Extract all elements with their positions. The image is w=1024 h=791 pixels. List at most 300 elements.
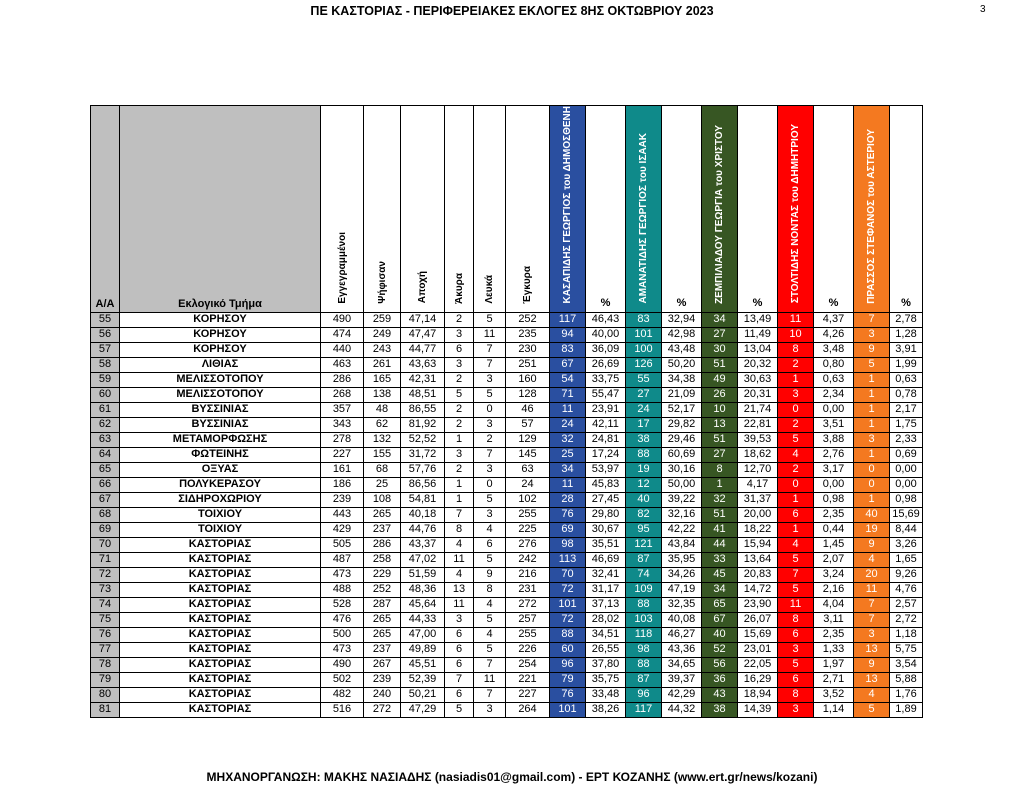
row-eggegrammenoi: 161 <box>321 462 364 477</box>
row-candidate-2-pct: 42,29 <box>662 687 702 702</box>
row-lefka: 8 <box>474 582 506 597</box>
row-lefka: 7 <box>474 357 506 372</box>
row-candidate-5-votes: 3 <box>854 627 890 642</box>
header-pct-4: % <box>814 106 854 313</box>
row-candidate-5-pct: 2,78 <box>890 312 923 327</box>
row-apoxi: 47,02 <box>401 552 445 567</box>
row-candidate-3-pct: 18,22 <box>738 522 778 537</box>
row-candidate-4-votes: 3 <box>778 642 814 657</box>
row-tmima: ΚΑΣΤΟΡΙΑΣ <box>120 582 321 597</box>
row-candidate-1-votes: 96 <box>550 657 586 672</box>
row-candidate-5-pct: 0,63 <box>890 372 923 387</box>
row-candidate-4-votes: 5 <box>778 552 814 567</box>
row-candidate-2-pct: 52,17 <box>662 402 702 417</box>
row-candidate-2-votes: 40 <box>626 492 662 507</box>
row-tmima: ΤΟΙΧΙΟΥ <box>120 522 321 537</box>
row-candidate-2-pct: 47,19 <box>662 582 702 597</box>
row-candidate-3-votes: 44 <box>702 537 738 552</box>
row-akyra: 4 <box>445 567 474 582</box>
row-candidate-5-votes: 1 <box>854 492 890 507</box>
row-candidate-2-votes: 103 <box>626 612 662 627</box>
row-tmima: ΠΟΛΥΚΕΡΑΣΟΥ <box>120 477 321 492</box>
row-egkyra: 129 <box>506 432 550 447</box>
row-candidate-2-votes: 100 <box>626 342 662 357</box>
row-candidate-1-pct: 30,67 <box>586 522 626 537</box>
row-candidate-1-votes: 88 <box>550 627 586 642</box>
row-apoxi: 44,77 <box>401 342 445 357</box>
row-candidate-5-votes: 5 <box>854 357 890 372</box>
row-candidate-1-votes: 113 <box>550 552 586 567</box>
row-candidate-2-votes: 82 <box>626 507 662 522</box>
row-tmima: ΚΑΣΤΟΡΙΑΣ <box>120 642 321 657</box>
row-aa: 69 <box>91 522 120 537</box>
row-candidate-2-pct: 42,22 <box>662 522 702 537</box>
row-apoxi: 43,63 <box>401 357 445 372</box>
row-apoxi: 47,00 <box>401 627 445 642</box>
row-candidate-1-pct: 40,00 <box>586 327 626 342</box>
table-row <box>91 612 923 627</box>
row-egkyra: 46 <box>506 402 550 417</box>
row-candidate-1-votes: 98 <box>550 537 586 552</box>
table-row <box>91 642 923 657</box>
row-akyra: 1 <box>445 492 474 507</box>
row-candidate-1-pct: 34,51 <box>586 627 626 642</box>
row-candidate-4-votes: 4 <box>778 447 814 462</box>
table-row <box>91 342 923 357</box>
row-candidate-1-pct: 26,55 <box>586 642 626 657</box>
header-akyra: Άκυρα <box>445 106 474 313</box>
row-candidate-4-votes: 7 <box>778 567 814 582</box>
row-akyra: 5 <box>445 387 474 402</box>
row-candidate-2-votes: 118 <box>626 627 662 642</box>
table-row <box>91 597 923 612</box>
header-candidate-5: ΠΡΑΣΣΟΣ ΣΤΕΦΑΝΟΣ του ΑΣΤΕΡΙΟΥ <box>854 106 890 313</box>
row-tmima: ΜΕΤΑΜΟΡΦΩΣΗΣ <box>120 432 321 447</box>
row-candidate-2-pct: 42,98 <box>662 327 702 342</box>
row-candidate-4-pct: 3,51 <box>814 417 854 432</box>
row-candidate-4-pct: 3,17 <box>814 462 854 477</box>
row-candidate-3-votes: 45 <box>702 567 738 582</box>
row-candidate-2-pct: 34,26 <box>662 567 702 582</box>
row-candidate-1-pct: 29,80 <box>586 507 626 522</box>
row-candidate-5-pct: 1,76 <box>890 687 923 702</box>
row-eggegrammenoi: 278 <box>321 432 364 447</box>
row-tmima: ΚΑΣΤΟΡΙΑΣ <box>120 702 321 717</box>
row-akyra: 6 <box>445 342 474 357</box>
row-eggegrammenoi: 500 <box>321 627 364 642</box>
header-candidate-3: ΖΕΜΠΙΛΙΑΔΟΥ ΓΕΩΡΓΙΑ του ΧΡΙΣΤΟΥ <box>702 106 738 313</box>
row-candidate-5-votes: 1 <box>854 402 890 417</box>
row-candidate-2-pct: 50,00 <box>662 477 702 492</box>
row-candidate-2-votes: 121 <box>626 537 662 552</box>
row-candidate-5-pct: 8,44 <box>890 522 923 537</box>
row-candidate-5-votes: 9 <box>854 342 890 357</box>
row-apoxi: 47,14 <box>401 312 445 327</box>
row-akyra: 2 <box>445 402 474 417</box>
row-apoxi: 50,21 <box>401 687 445 702</box>
row-candidate-5-pct: 1,18 <box>890 627 923 642</box>
row-candidate-4-pct: 3,24 <box>814 567 854 582</box>
row-candidate-4-votes: 8 <box>778 612 814 627</box>
row-lefka: 0 <box>474 402 506 417</box>
row-akyra: 2 <box>445 417 474 432</box>
header-pct-1: % <box>586 106 626 313</box>
row-candidate-3-pct: 13,49 <box>738 312 778 327</box>
row-aa: 59 <box>91 372 120 387</box>
row-egkyra: 255 <box>506 507 550 522</box>
row-candidate-3-pct: 15,69 <box>738 627 778 642</box>
row-candidate-5-votes: 7 <box>854 597 890 612</box>
row-aa: 55 <box>91 312 120 327</box>
row-tmima: ΚΑΣΤΟΡΙΑΣ <box>120 627 321 642</box>
row-candidate-1-pct: 35,51 <box>586 537 626 552</box>
row-candidate-4-pct: 2,71 <box>814 672 854 687</box>
table-row <box>91 672 923 687</box>
row-akyra: 8 <box>445 522 474 537</box>
row-candidate-5-votes: 3 <box>854 327 890 342</box>
row-aa: 71 <box>91 552 120 567</box>
row-candidate-4-votes: 6 <box>778 507 814 522</box>
row-egkyra: 216 <box>506 567 550 582</box>
row-lefka: 3 <box>474 372 506 387</box>
row-candidate-1-pct: 42,11 <box>586 417 626 432</box>
table-row <box>91 417 923 432</box>
row-egkyra: 145 <box>506 447 550 462</box>
row-tmima: ΜΕΛΙΣΣΟΤΟΠΟΥ <box>120 387 321 402</box>
row-eggegrammenoi: 440 <box>321 342 364 357</box>
row-candidate-2-pct: 39,37 <box>662 672 702 687</box>
row-candidate-3-votes: 52 <box>702 642 738 657</box>
row-candidate-1-pct: 24,81 <box>586 432 626 447</box>
row-psifisan: 243 <box>364 342 401 357</box>
row-candidate-1-votes: 79 <box>550 672 586 687</box>
row-candidate-1-votes: 24 <box>550 417 586 432</box>
row-candidate-3-votes: 10 <box>702 402 738 417</box>
row-psifisan: 265 <box>364 612 401 627</box>
row-candidate-4-pct: 4,26 <box>814 327 854 342</box>
row-eggegrammenoi: 490 <box>321 657 364 672</box>
row-lefka: 3 <box>474 702 506 717</box>
header-lefka: Λευκά <box>474 106 506 313</box>
row-aa: 65 <box>91 462 120 477</box>
row-eggegrammenoi: 286 <box>321 372 364 387</box>
row-candidate-1-pct: 36,09 <box>586 342 626 357</box>
row-psifisan: 237 <box>364 642 401 657</box>
row-candidate-3-pct: 20,00 <box>738 507 778 522</box>
row-lefka: 4 <box>474 597 506 612</box>
row-apoxi: 86,56 <box>401 477 445 492</box>
row-apoxi: 40,18 <box>401 507 445 522</box>
table-row <box>91 312 923 327</box>
row-eggegrammenoi: 268 <box>321 387 364 402</box>
row-candidate-1-pct: 17,24 <box>586 447 626 462</box>
row-eggegrammenoi: 186 <box>321 477 364 492</box>
row-lefka: 9 <box>474 567 506 582</box>
row-apoxi: 49,89 <box>401 642 445 657</box>
row-candidate-4-pct: 0,00 <box>814 477 854 492</box>
row-candidate-2-pct: 43,48 <box>662 342 702 357</box>
row-candidate-2-votes: 87 <box>626 672 662 687</box>
header-row <box>91 106 923 313</box>
row-candidate-4-pct: 1,14 <box>814 702 854 717</box>
row-candidate-1-votes: 11 <box>550 402 586 417</box>
row-candidate-4-votes: 1 <box>778 372 814 387</box>
row-apoxi: 44,33 <box>401 612 445 627</box>
row-candidate-2-votes: 88 <box>626 447 662 462</box>
row-lefka: 5 <box>474 312 506 327</box>
row-tmima: ΣΙΔΗΡΟΧΩΡΙΟΥ <box>120 492 321 507</box>
row-aa: 61 <box>91 402 120 417</box>
row-egkyra: 63 <box>506 462 550 477</box>
row-eggegrammenoi: 227 <box>321 447 364 462</box>
row-candidate-4-pct: 2,76 <box>814 447 854 462</box>
row-candidate-3-votes: 34 <box>702 312 738 327</box>
row-candidate-1-votes: 60 <box>550 642 586 657</box>
row-candidate-3-pct: 14,72 <box>738 582 778 597</box>
row-candidate-5-pct: 1,99 <box>890 357 923 372</box>
row-candidate-2-pct: 32,35 <box>662 597 702 612</box>
row-akyra: 7 <box>445 672 474 687</box>
page-title: ΠΕ ΚΑΣΤΟΡΙΑΣ - ΠΕΡΙΦΕΡΕΙΑΚΕΣ ΕΚΛΟΓΕΣ 8ΗΣ ΟΚΤΩΒΡΙΟΥ 2023 <box>310 4 714 18</box>
row-eggegrammenoi: 473 <box>321 567 364 582</box>
row-akyra: 1 <box>445 477 474 492</box>
table-row <box>91 462 923 477</box>
header-candidate-4: ΣΤΟΛΤΙΔΗΣ ΝΟΝΤΑΣ του ΔΗΜΗΤΡΙΟΥ <box>778 106 814 313</box>
row-egkyra: 251 <box>506 357 550 372</box>
table-row <box>91 492 923 507</box>
row-candidate-2-pct: 29,46 <box>662 432 702 447</box>
row-tmima: ΟΞΥΑΣ <box>120 462 321 477</box>
table-row <box>91 447 923 462</box>
row-tmima: ΤΟΙΧΙΟΥ <box>120 507 321 522</box>
row-candidate-2-pct: 32,94 <box>662 312 702 327</box>
row-psifisan: 252 <box>364 582 401 597</box>
row-aa: 56 <box>91 327 120 342</box>
row-lefka: 3 <box>474 417 506 432</box>
row-candidate-5-pct: 0,00 <box>890 462 923 477</box>
row-candidate-5-pct: 9,26 <box>890 567 923 582</box>
row-apoxi: 51,59 <box>401 567 445 582</box>
row-candidate-5-votes: 13 <box>854 642 890 657</box>
row-candidate-2-votes: 17 <box>626 417 662 432</box>
row-candidate-3-votes: 1 <box>702 477 738 492</box>
row-egkyra: 226 <box>506 642 550 657</box>
row-candidate-3-pct: 23,90 <box>738 597 778 612</box>
row-candidate-5-pct: 0,00 <box>890 477 923 492</box>
row-lefka: 7 <box>474 447 506 462</box>
row-candidate-1-votes: 67 <box>550 357 586 372</box>
row-apoxi: 48,51 <box>401 387 445 402</box>
row-lefka: 11 <box>474 672 506 687</box>
row-akyra: 6 <box>445 657 474 672</box>
row-candidate-3-pct: 20,83 <box>738 567 778 582</box>
row-tmima: ΚΑΣΤΟΡΙΑΣ <box>120 672 321 687</box>
row-candidate-3-pct: 21,74 <box>738 402 778 417</box>
row-tmima: ΚΑΣΤΟΡΙΑΣ <box>120 612 321 627</box>
row-candidate-2-votes: 88 <box>626 597 662 612</box>
row-candidate-2-pct: 43,36 <box>662 642 702 657</box>
row-eggegrammenoi: 516 <box>321 702 364 717</box>
row-candidate-5-pct: 1,75 <box>890 417 923 432</box>
row-candidate-3-pct: 18,62 <box>738 447 778 462</box>
row-lefka: 7 <box>474 687 506 702</box>
row-tmima: ΚΟΡΗΣΟΥ <box>120 342 321 357</box>
row-candidate-1-votes: 70 <box>550 567 586 582</box>
row-lefka: 3 <box>474 462 506 477</box>
table-row <box>91 567 923 582</box>
row-candidate-3-pct: 18,94 <box>738 687 778 702</box>
results-body <box>91 312 923 717</box>
row-aa: 80 <box>91 687 120 702</box>
row-candidate-2-pct: 29,82 <box>662 417 702 432</box>
row-candidate-5-pct: 1,65 <box>890 552 923 567</box>
row-candidate-5-pct: 0,69 <box>890 447 923 462</box>
row-candidate-4-pct: 0,80 <box>814 357 854 372</box>
row-candidate-5-pct: 1,28 <box>890 327 923 342</box>
row-candidate-4-votes: 8 <box>778 687 814 702</box>
row-candidate-5-pct: 5,88 <box>890 672 923 687</box>
row-candidate-1-pct: 32,41 <box>586 567 626 582</box>
row-candidate-5-votes: 3 <box>854 432 890 447</box>
row-candidate-1-votes: 94 <box>550 327 586 342</box>
page-number: 3 <box>980 4 986 15</box>
row-apoxi: 45,51 <box>401 657 445 672</box>
row-candidate-2-votes: 74 <box>626 567 662 582</box>
row-candidate-3-votes: 38 <box>702 702 738 717</box>
row-candidate-2-pct: 46,27 <box>662 627 702 642</box>
row-akyra: 3 <box>445 357 474 372</box>
row-candidate-3-pct: 12,70 <box>738 462 778 477</box>
row-akyra: 6 <box>445 642 474 657</box>
row-egkyra: 252 <box>506 312 550 327</box>
row-eggegrammenoi: 239 <box>321 492 364 507</box>
row-apoxi: 48,36 <box>401 582 445 597</box>
row-candidate-5-votes: 9 <box>854 657 890 672</box>
table-row <box>91 687 923 702</box>
row-eggegrammenoi: 482 <box>321 687 364 702</box>
row-candidate-4-pct: 1,33 <box>814 642 854 657</box>
row-psifisan: 259 <box>364 312 401 327</box>
row-lefka: 4 <box>474 627 506 642</box>
row-candidate-1-pct: 53,97 <box>586 462 626 477</box>
row-candidate-5-votes: 20 <box>854 567 890 582</box>
row-candidate-2-pct: 60,69 <box>662 447 702 462</box>
row-candidate-2-votes: 109 <box>626 582 662 597</box>
row-candidate-1-pct: 37,80 <box>586 657 626 672</box>
row-candidate-2-votes: 83 <box>626 312 662 327</box>
row-candidate-1-votes: 54 <box>550 372 586 387</box>
header-psifisan: Ψήφισαν <box>364 106 401 313</box>
row-candidate-4-votes: 0 <box>778 477 814 492</box>
row-apoxi: 57,76 <box>401 462 445 477</box>
table-row <box>91 657 923 672</box>
row-candidate-4-pct: 0,44 <box>814 522 854 537</box>
row-egkyra: 24 <box>506 477 550 492</box>
row-candidate-1-pct: 38,26 <box>586 702 626 717</box>
row-lefka: 4 <box>474 522 506 537</box>
results-table <box>90 105 923 718</box>
row-aa: 74 <box>91 597 120 612</box>
table-row <box>91 702 923 717</box>
row-candidate-3-votes: 33 <box>702 552 738 567</box>
row-aa: 64 <box>91 447 120 462</box>
row-candidate-1-votes: 76 <box>550 507 586 522</box>
row-egkyra: 272 <box>506 597 550 612</box>
header-eggegrammenoi: Εγγεγραμμένοι <box>321 106 364 313</box>
row-tmima: ΒΥΣΣΙΝΙΑΣ <box>120 417 321 432</box>
row-lefka: 0 <box>474 477 506 492</box>
row-eggegrammenoi: 502 <box>321 672 364 687</box>
row-candidate-5-votes: 0 <box>854 477 890 492</box>
row-egkyra: 264 <box>506 702 550 717</box>
row-aa: 81 <box>91 702 120 717</box>
row-tmima: ΛΙΘΙΑΣ <box>120 357 321 372</box>
row-aa: 75 <box>91 612 120 627</box>
row-candidate-2-pct: 34,65 <box>662 657 702 672</box>
row-candidate-3-votes: 26 <box>702 387 738 402</box>
row-candidate-5-pct: 2,72 <box>890 612 923 627</box>
row-eggegrammenoi: 488 <box>321 582 364 597</box>
row-lefka: 11 <box>474 327 506 342</box>
row-candidate-4-votes: 1 <box>778 522 814 537</box>
row-candidate-3-votes: 65 <box>702 597 738 612</box>
row-candidate-1-votes: 69 <box>550 522 586 537</box>
row-candidate-1-pct: 26,69 <box>586 357 626 372</box>
row-candidate-1-votes: 32 <box>550 432 586 447</box>
row-aa: 60 <box>91 387 120 402</box>
row-psifisan: 261 <box>364 357 401 372</box>
table-row <box>91 387 923 402</box>
row-candidate-3-pct: 22,81 <box>738 417 778 432</box>
row-candidate-4-votes: 3 <box>778 387 814 402</box>
row-candidate-3-pct: 23,01 <box>738 642 778 657</box>
row-aa: 57 <box>91 342 120 357</box>
row-candidate-1-votes: 72 <box>550 612 586 627</box>
row-candidate-4-pct: 4,04 <box>814 597 854 612</box>
row-akyra: 6 <box>445 627 474 642</box>
row-aa: 62 <box>91 417 120 432</box>
row-candidate-1-votes: 11 <box>550 477 586 492</box>
row-candidate-1-pct: 27,45 <box>586 492 626 507</box>
row-candidate-5-votes: 1 <box>854 447 890 462</box>
row-candidate-1-pct: 46,43 <box>586 312 626 327</box>
row-candidate-2-votes: 38 <box>626 432 662 447</box>
row-aa: 68 <box>91 507 120 522</box>
header-pct-3: % <box>738 106 778 313</box>
row-candidate-4-votes: 6 <box>778 672 814 687</box>
row-candidate-3-pct: 15,94 <box>738 537 778 552</box>
row-candidate-4-pct: 0,00 <box>814 402 854 417</box>
row-psifisan: 258 <box>364 552 401 567</box>
row-apoxi: 44,76 <box>401 522 445 537</box>
row-candidate-2-pct: 43,84 <box>662 537 702 552</box>
row-akyra: 6 <box>445 687 474 702</box>
row-candidate-5-votes: 11 <box>854 582 890 597</box>
row-candidate-4-votes: 0 <box>778 402 814 417</box>
row-candidate-2-votes: 24 <box>626 402 662 417</box>
row-candidate-5-votes: 1 <box>854 372 890 387</box>
row-candidate-4-pct: 4,37 <box>814 312 854 327</box>
row-akyra: 4 <box>445 537 474 552</box>
row-candidate-2-pct: 50,20 <box>662 357 702 372</box>
row-psifisan: 265 <box>364 627 401 642</box>
row-egkyra: 128 <box>506 387 550 402</box>
row-akyra: 3 <box>445 327 474 342</box>
table-row <box>91 357 923 372</box>
row-egkyra: 235 <box>506 327 550 342</box>
row-candidate-2-votes: 117 <box>626 702 662 717</box>
row-candidate-3-pct: 11,49 <box>738 327 778 342</box>
